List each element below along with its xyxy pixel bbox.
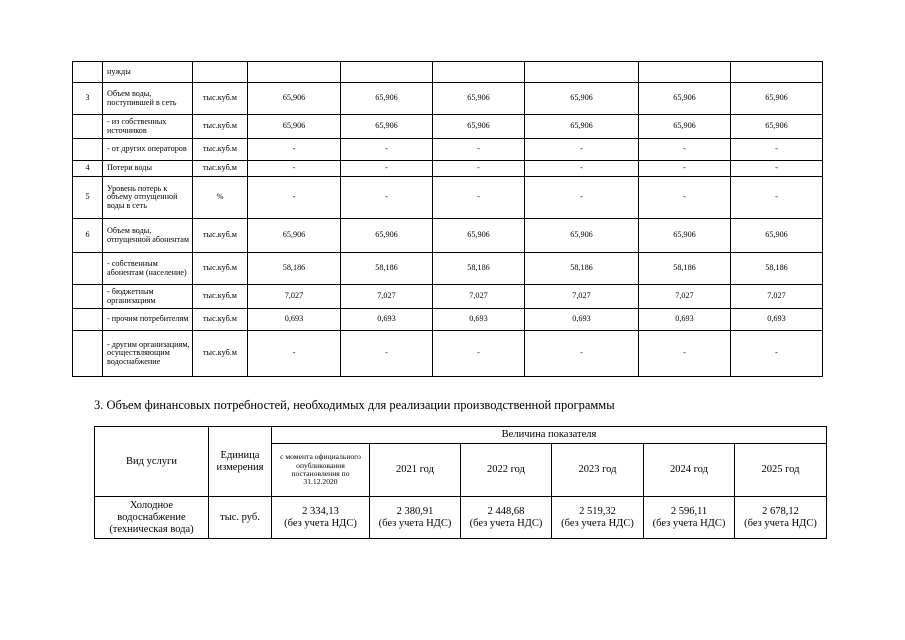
row-unit: тыс.куб.м bbox=[193, 115, 248, 139]
value-cell bbox=[248, 62, 341, 83]
row-name: - собственным абонентам (население) bbox=[103, 253, 193, 285]
water-balance-table-body bbox=[73, 62, 823, 377]
value-cell: 65,906 bbox=[433, 83, 525, 115]
table-row bbox=[73, 139, 823, 161]
value-cell: 0,693 bbox=[731, 309, 823, 331]
value-cell: - bbox=[639, 139, 731, 161]
row-number bbox=[73, 285, 103, 309]
period-header-2020: с момента официального опубликования постановления по 31.12.2020 bbox=[272, 444, 370, 497]
value-note: (без учета НДС) bbox=[469, 517, 543, 529]
value-cell: - bbox=[731, 161, 823, 177]
value-cell: 65,906 bbox=[525, 83, 639, 115]
period-header-2021: 2021 год bbox=[370, 444, 461, 497]
value-note: (без учета НДС) bbox=[744, 517, 817, 529]
row-name: - бюджетным организациям bbox=[103, 285, 193, 309]
value-cell bbox=[525, 62, 639, 83]
value-amount: 2 380,91 bbox=[396, 505, 434, 517]
value-note: (без учета НДС) bbox=[561, 517, 634, 529]
period-header-2022: 2022 год bbox=[461, 444, 552, 497]
row-unit: тыс.куб.м bbox=[193, 139, 248, 161]
row-unit: тыс.куб.м bbox=[193, 83, 248, 115]
water-balance-table bbox=[72, 61, 823, 377]
indicator-value-header: Величина показателя bbox=[272, 427, 827, 444]
value-cell: 0,693 bbox=[639, 309, 731, 331]
value-cell: - bbox=[525, 161, 639, 177]
row-name: Уровень потерь к объему отпущенной воды в сеть bbox=[103, 177, 193, 219]
value-cell bbox=[461, 497, 552, 539]
value-cell: 65,906 bbox=[525, 115, 639, 139]
value-cell: - bbox=[433, 139, 525, 161]
row-number: 6 bbox=[73, 219, 103, 253]
value-cell bbox=[433, 62, 525, 83]
value-cell: 65,906 bbox=[248, 115, 341, 139]
row-name: - прочим потребителям bbox=[103, 309, 193, 331]
service-unit: тыс. руб. bbox=[209, 497, 272, 539]
value-cell bbox=[644, 497, 735, 539]
value-amount: 2 596,11 bbox=[670, 505, 708, 517]
table-row bbox=[73, 285, 823, 309]
row-unit: % bbox=[193, 177, 248, 219]
value-cell: 65,906 bbox=[341, 115, 433, 139]
row-unit: тыс.куб.м bbox=[193, 161, 248, 177]
row-number: 5 bbox=[73, 177, 103, 219]
value-cell bbox=[735, 497, 827, 539]
value-cell: 7,027 bbox=[639, 285, 731, 309]
table-row bbox=[73, 161, 823, 177]
value-cell: 65,906 bbox=[639, 219, 731, 253]
value-cell: 65,906 bbox=[525, 219, 639, 253]
value-cell: 65,906 bbox=[731, 219, 823, 253]
row-unit: тыс.куб.м bbox=[193, 219, 248, 253]
table-row bbox=[73, 83, 823, 115]
row-unit bbox=[193, 62, 248, 83]
period-header-2023: 2023 год bbox=[552, 444, 644, 497]
value-cell: - bbox=[341, 177, 433, 219]
value-note: (без учета НДС) bbox=[652, 517, 726, 529]
value-cell: 0,693 bbox=[341, 309, 433, 331]
value-cell: - bbox=[433, 161, 525, 177]
value-cell: 0,693 bbox=[248, 309, 341, 331]
value-cell: - bbox=[341, 331, 433, 377]
value-cell: 65,906 bbox=[639, 83, 731, 115]
row-number bbox=[73, 309, 103, 331]
value-cell: - bbox=[341, 161, 433, 177]
value-cell: 58,186 bbox=[248, 253, 341, 285]
value-amount: 2 448,68 bbox=[487, 505, 525, 517]
row-unit: тыс.куб.м bbox=[193, 253, 248, 285]
row-name: Объем воды, отпущенной абонентам bbox=[103, 219, 193, 253]
value-cell: - bbox=[639, 177, 731, 219]
service-type-header: Вид услуги bbox=[95, 427, 209, 497]
value-cell: - bbox=[639, 331, 731, 377]
value-cell: 65,906 bbox=[248, 219, 341, 253]
value-cell: 58,186 bbox=[639, 253, 731, 285]
row-unit: тыс.куб.м bbox=[193, 331, 248, 377]
row-name: - другим организациям, осуществляющим водоснабжение bbox=[103, 331, 193, 377]
section-heading: 3. Объем финансовых потребностей, необходимых для реализации производственной программы bbox=[94, 398, 615, 412]
value-cell bbox=[552, 497, 644, 539]
value-cell: 58,186 bbox=[731, 253, 823, 285]
value-cell: - bbox=[248, 331, 341, 377]
row-name: Объем воды, поступившей в сеть bbox=[103, 83, 193, 115]
value-cell: - bbox=[433, 177, 525, 219]
value-cell: - bbox=[525, 139, 639, 161]
value-cell: 7,027 bbox=[433, 285, 525, 309]
value-cell bbox=[272, 497, 370, 539]
value-note: (без учета НДС) bbox=[378, 517, 452, 529]
period-header-2025: 2025 год bbox=[735, 444, 827, 497]
value-cell: 58,186 bbox=[341, 253, 433, 285]
value-amount: 2 334,13 bbox=[302, 505, 339, 517]
row-unit: тыс.куб.м bbox=[193, 285, 248, 309]
row-name: - от других операторов bbox=[103, 139, 193, 161]
row-number bbox=[73, 331, 103, 377]
value-cell: - bbox=[433, 331, 525, 377]
financial-needs-table bbox=[94, 426, 827, 539]
value-amount: 2 519,32 bbox=[579, 505, 616, 517]
value-cell: 65,906 bbox=[248, 83, 341, 115]
value-cell: 0,693 bbox=[525, 309, 639, 331]
value-cell: 65,906 bbox=[433, 219, 525, 253]
value-cell bbox=[639, 62, 731, 83]
value-cell: - bbox=[248, 161, 341, 177]
row-number: 3 bbox=[73, 83, 103, 115]
value-cell: - bbox=[639, 161, 731, 177]
table-row bbox=[95, 497, 827, 539]
row-number bbox=[73, 62, 103, 83]
value-cell: - bbox=[248, 139, 341, 161]
row-name: нужды bbox=[103, 62, 193, 83]
value-cell: 65,906 bbox=[341, 83, 433, 115]
value-amount: 2 678,12 bbox=[762, 505, 799, 517]
value-cell: 65,906 bbox=[731, 115, 823, 139]
table-row bbox=[73, 177, 823, 219]
value-cell: 0,693 bbox=[433, 309, 525, 331]
table-row bbox=[73, 115, 823, 139]
table-row bbox=[73, 309, 823, 331]
table-row bbox=[73, 62, 823, 83]
value-cell: 7,027 bbox=[525, 285, 639, 309]
row-number: 4 bbox=[73, 161, 103, 177]
value-cell: - bbox=[525, 177, 639, 219]
value-cell: - bbox=[248, 177, 341, 219]
value-note: (без учета НДС) bbox=[284, 517, 357, 529]
row-unit: тыс.куб.м bbox=[193, 309, 248, 331]
value-cell: - bbox=[341, 139, 433, 161]
value-cell: 58,186 bbox=[525, 253, 639, 285]
table-row bbox=[73, 253, 823, 285]
row-number bbox=[73, 115, 103, 139]
value-cell: - bbox=[731, 139, 823, 161]
value-cell: 65,906 bbox=[731, 83, 823, 115]
value-cell: 7,027 bbox=[731, 285, 823, 309]
value-cell bbox=[341, 62, 433, 83]
row-name: Потери воды bbox=[103, 161, 193, 177]
table-row bbox=[73, 331, 823, 377]
row-number bbox=[73, 139, 103, 161]
value-cell: - bbox=[731, 177, 823, 219]
value-cell: 65,906 bbox=[639, 115, 731, 139]
row-name: - из собственных источников bbox=[103, 115, 193, 139]
row-number bbox=[73, 253, 103, 285]
value-cell: 65,906 bbox=[341, 219, 433, 253]
service-name: Холодное водоснабжение (техническая вода) bbox=[95, 497, 209, 539]
value-cell: - bbox=[525, 331, 639, 377]
table-row bbox=[73, 219, 823, 253]
value-cell: 7,027 bbox=[341, 285, 433, 309]
value-cell: - bbox=[731, 331, 823, 377]
value-cell bbox=[370, 497, 461, 539]
value-cell: 58,186 bbox=[433, 253, 525, 285]
unit-header: Единица измерения bbox=[209, 427, 272, 497]
period-header-2024: 2024 год bbox=[644, 444, 735, 497]
value-cell bbox=[731, 62, 823, 83]
value-cell: 65,906 bbox=[433, 115, 525, 139]
value-cell: 7,027 bbox=[248, 285, 341, 309]
